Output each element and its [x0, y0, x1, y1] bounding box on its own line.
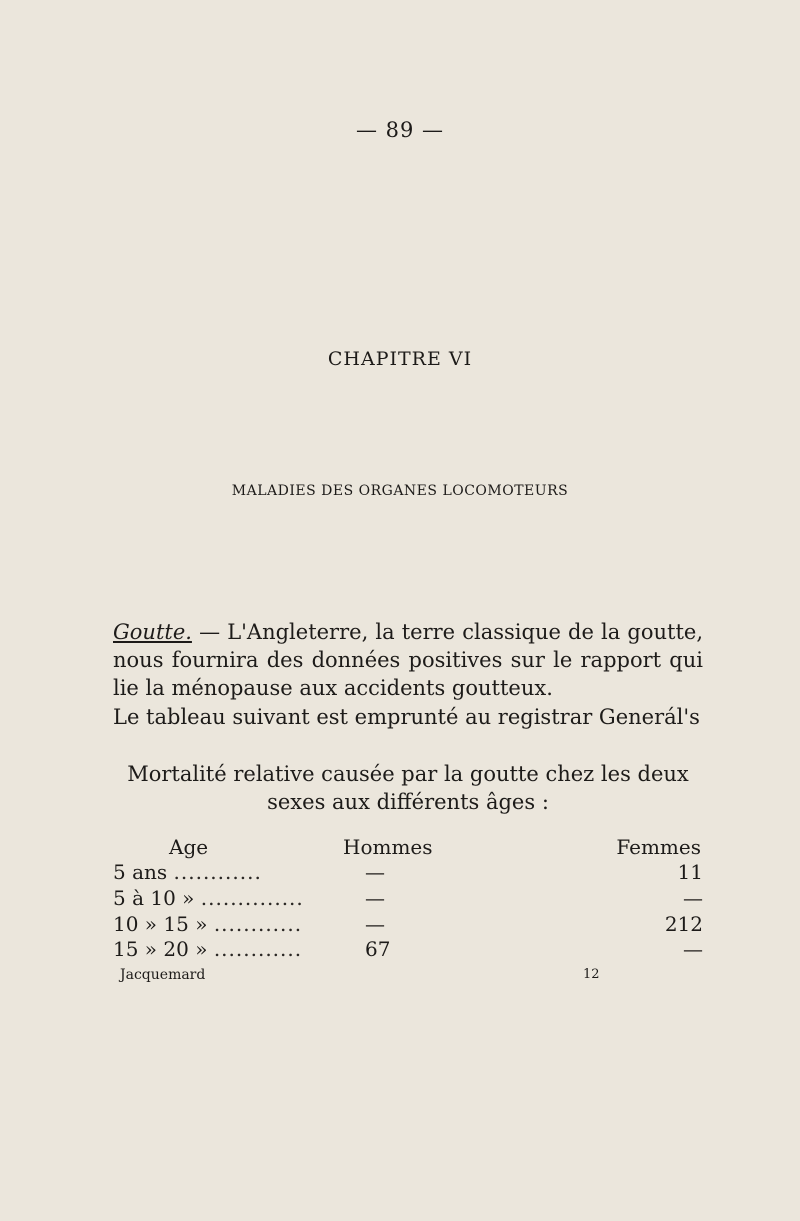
page-number: — 89 —	[355, 118, 445, 142]
row-age: 10 » 15 » ............	[113, 912, 303, 936]
section-title: MALADIES DES ORGANES LOCOMOTEURS	[231, 483, 569, 499]
row-hommes: —	[365, 860, 385, 884]
row-age: 5 ans ............	[113, 860, 262, 884]
row-hommes: —	[365, 886, 385, 910]
row-hommes: —	[365, 912, 385, 936]
row-femmes: —	[683, 886, 703, 910]
paragraph-lead: Goutte.	[113, 620, 192, 644]
row-hommes: 67	[365, 937, 391, 961]
table-caption: Mortalité relative causée par la goutte chez les deux sexes aux différents âges :	[127, 762, 689, 814]
sheet-number: 12	[583, 967, 600, 982]
paragraph-text: — L'Angleterre, la terre classique de la goutte, nous fournira des données positives sur le rapport qui lie la ménopause aux accidents goutteux.	[113, 620, 703, 700]
row-femmes: 11	[677, 860, 703, 884]
header-femmes: Femmes	[616, 835, 701, 859]
table-row	[113, 912, 703, 938]
row-age: 5 à 10 » ..............	[113, 886, 304, 910]
header-age: Age	[169, 835, 209, 859]
row-age: 15 » 20 » ............	[113, 937, 303, 961]
row-femmes: —	[683, 937, 703, 961]
chapter-title: CHAPITRE VI	[327, 348, 473, 370]
table-header	[113, 835, 703, 863]
header-hommes: Hommes	[343, 835, 433, 859]
paragraph-tableau: Le tableau suivant est emprunté au registrar Generál's	[113, 705, 700, 729]
table-row	[113, 886, 703, 912]
table-row	[113, 937, 703, 963]
table-row	[113, 860, 703, 886]
row-femmes: 212	[664, 912, 703, 936]
paragraph-goutte	[113, 618, 703, 702]
printer-signature: Jacquemard	[120, 967, 206, 983]
